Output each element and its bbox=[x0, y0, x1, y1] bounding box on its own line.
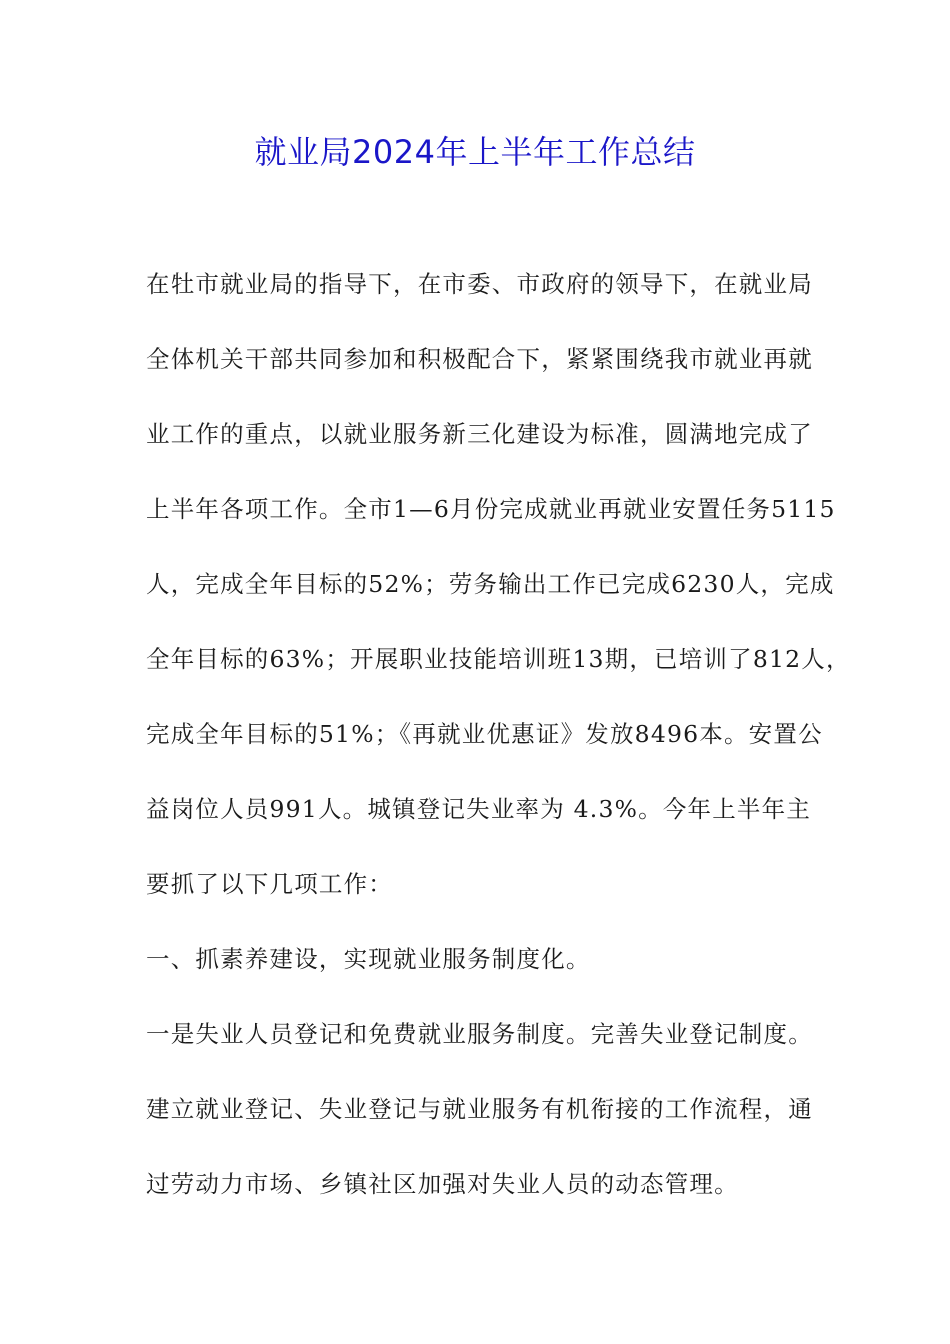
body-line: 建立就业登记、失业登记与就业服务有机衔接的工作流程，通 bbox=[146, 1095, 813, 1123]
body-line: 全体机关干部共同参加和积极配合下，紧紧围绕我市就业再就 bbox=[146, 345, 813, 373]
document-title: 就业局2024年上半年工作总结 bbox=[254, 133, 696, 171]
body-line: 业工作的重点，以就业服务新三化建设为标准，圆满地完成了 bbox=[146, 420, 813, 448]
body-line: 在牡市就业局的指导下，在市委、市政府的领导下，在就业局 bbox=[146, 270, 813, 298]
document-body bbox=[146, 260, 851, 1235]
body-line: 完成全年目标的51%；《再就业优惠证》发放8496本。安置公 bbox=[146, 720, 823, 748]
body-line: 全年目标的63%；开展职业技能培训班13期，已培训了812人， bbox=[146, 645, 851, 673]
body-line: 益岗位人员991人。城镇登记失业率为 4.3%。今年上半年主 bbox=[146, 795, 812, 823]
section-heading: 一、抓素养建设，实现就业服务制度化。 bbox=[146, 945, 591, 973]
body-line: 一是失业人员登记和免费就业服务制度。完善失业登记制度。 bbox=[146, 1020, 813, 1048]
body-line: 上半年各项工作。全市1—6月份完成就业再就业安置任务5115 bbox=[146, 495, 836, 523]
body-line: 人，完成全年目标的52%；劳务输出工作已完成6230人，完成 bbox=[146, 570, 835, 598]
body-line: 过劳动力市场、乡镇社区加强对失业人员的动态管理。 bbox=[146, 1170, 739, 1198]
body-line: 要抓了以下几项工作： bbox=[146, 870, 393, 898]
